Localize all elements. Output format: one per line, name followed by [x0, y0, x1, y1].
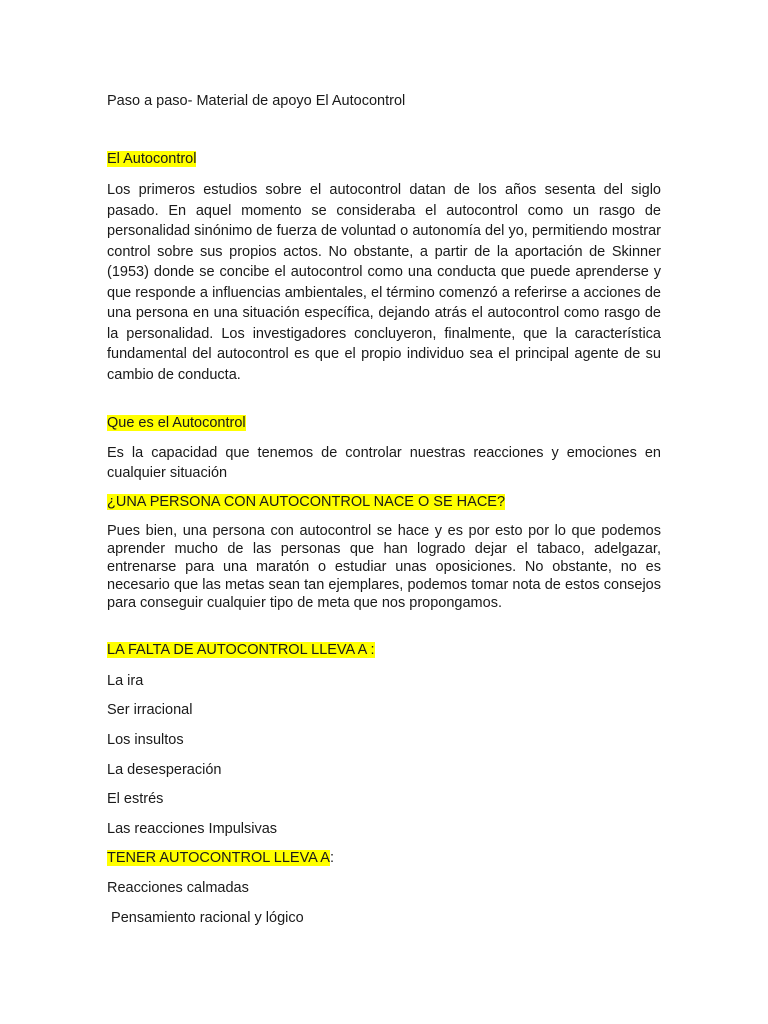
- highlighted-heading-text: ¿UNA PERSONA CON AUTOCONTROL NACE O SE HACE?: [107, 494, 506, 510]
- document-title: Paso a paso- Material de apoyo El Autocontrol: [107, 93, 406, 109]
- list-item: La ira: [107, 673, 144, 689]
- heading-colon: :: [329, 850, 334, 866]
- section-heading-definition: [107, 414, 246, 433]
- section-heading-question: [107, 493, 505, 512]
- list-item: Las reacciones Impulsivas: [107, 821, 278, 837]
- list-item: La desesperación: [107, 762, 222, 778]
- highlighted-heading-text: TENER AUTOCONTROL LLEVA A: [107, 850, 330, 866]
- paragraph-answer: Pues bien, una persona con autocontrol se hace y es por esto por lo que podemos aprender mucho de las personas que han logrado dejar el tabaco, adelgazar, entrenarse para una maratón o estudiar unas oposiciones. No obstante, no es necesario que las metas sean tan ejemplares, podemos tomar nota de estos consejos para conseguir cualquier tipo de meta que nos propongamos.: [107, 523, 661, 611]
- paragraph-history: Los primeros estudios sobre el autocontrol datan de los años sesenta del siglo pasado. En aquel momento se consideraba el autocontrol como un rasgo de personalidad sinónimo de fuerza de voluntad o autonomía del yo, permitiendo mostrar control sobre sus propios actos. No obstante, a partir de la aportación de Skinner (1953) donde se concibe el autocontrol como una conducta que puede aprenderse y que responde a influencias ambientales, el término comenzó a referirse a acciones de una persona en una situación específica, dejando atrás el autocontrol como rasgo de la personalidad. Los investigadores concluyeron, finalmente, que la característica fundamental del autocontrol es que el propio individuo sea el principal agente de su cambio de conducta.: [107, 182, 661, 383]
- list-item: Ser irracional: [107, 702, 193, 718]
- section-heading-autocontrol: [107, 150, 196, 169]
- highlighted-heading-text: LA FALTA DE AUTOCONTROL LLEVA A :: [107, 642, 375, 658]
- section-heading-lack-of-control: [107, 641, 375, 660]
- list-item: El estrés: [107, 791, 164, 807]
- list-item: Reacciones calmadas: [107, 880, 249, 896]
- highlighted-heading-text: Que es el Autocontrol: [107, 415, 246, 431]
- highlighted-heading-text: El Autocontrol: [107, 151, 197, 167]
- section-heading-having-control: [107, 849, 334, 868]
- paragraph-definition: Es la capacidad que tenemos de controlar nuestras reacciones y emociones en cualquier situación: [107, 445, 661, 481]
- list-item: Pensamiento racional y lógico: [107, 910, 304, 926]
- list-item: Los insultos: [107, 732, 184, 748]
